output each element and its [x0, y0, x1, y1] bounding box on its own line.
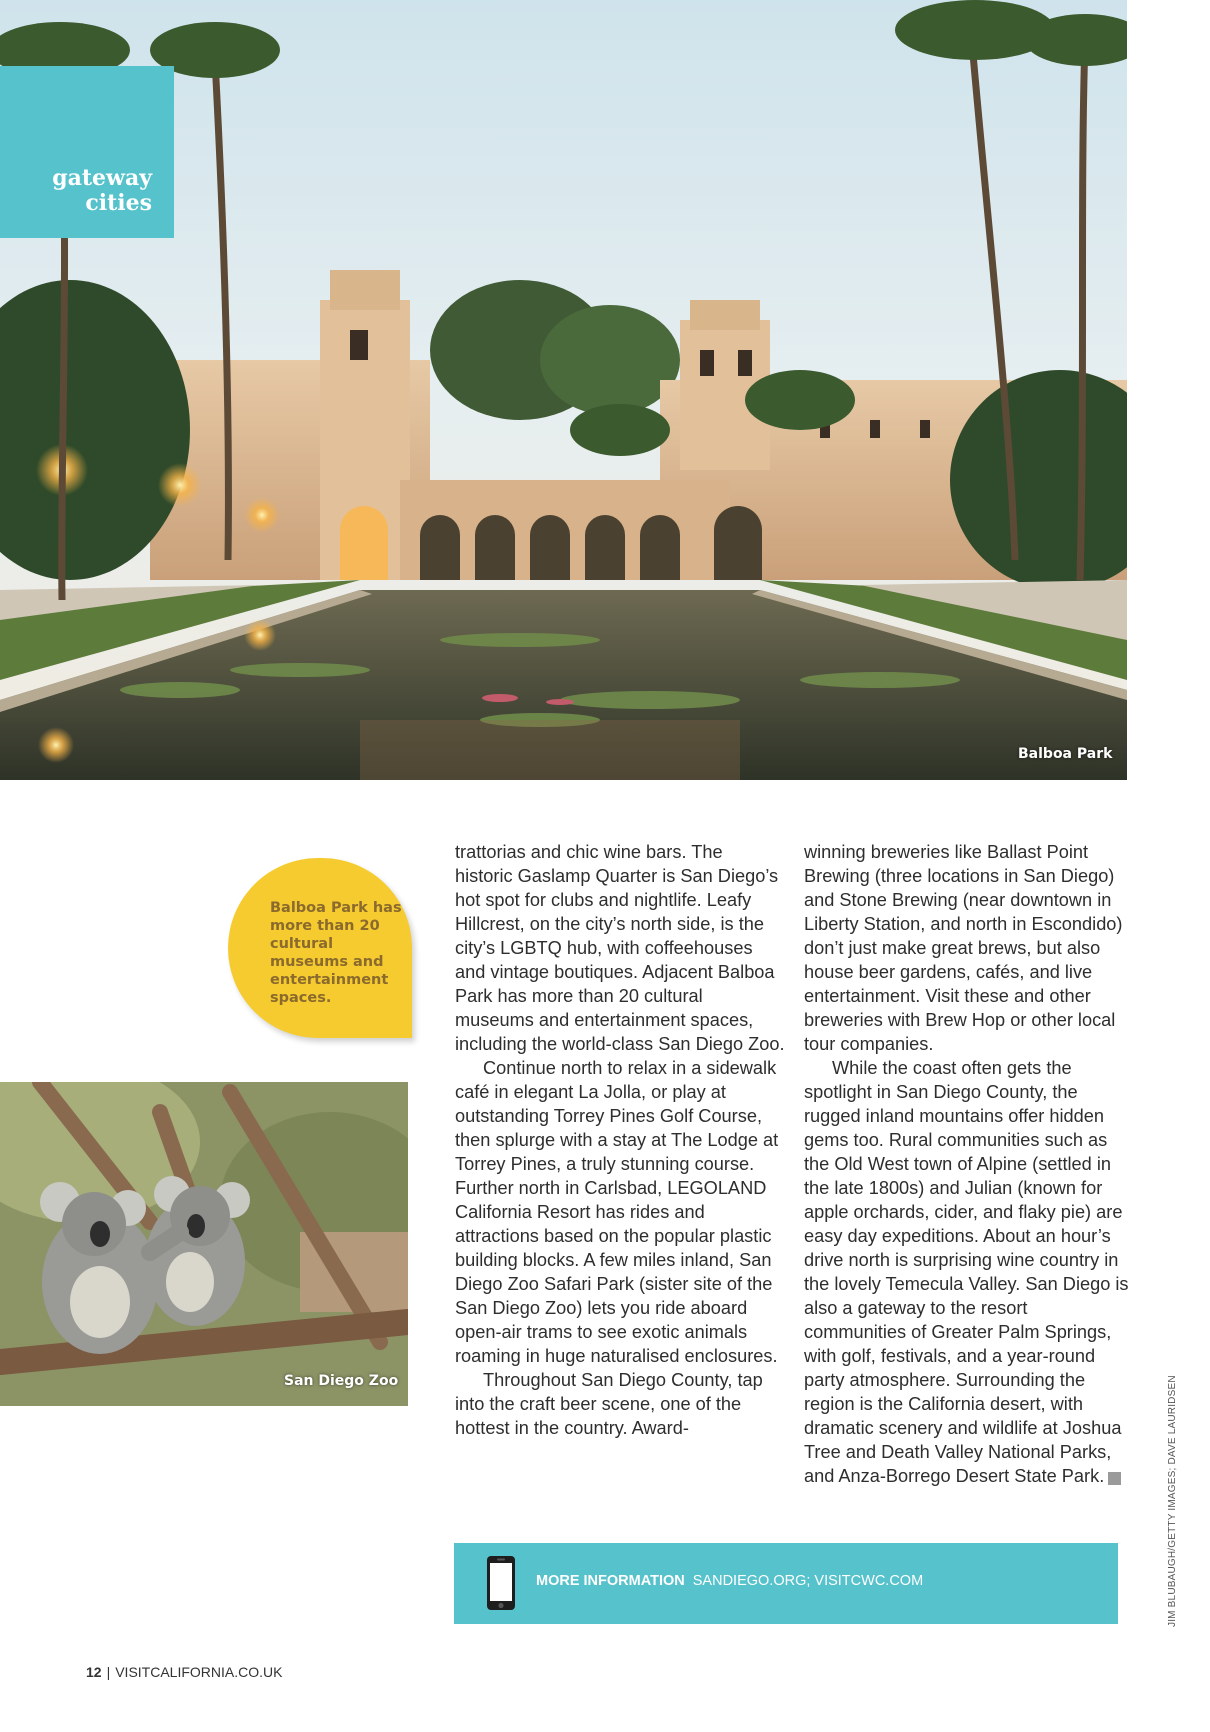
end-mark-icon: C: [1108, 1472, 1121, 1485]
pull-quote-text: Balboa Park has more than 20 cultural museums and entertainment spaces.: [270, 900, 402, 1006]
column-1-paragraph-3: Throughout San Diego County, tap into the craft beer scene, one of the hottest in the country. Award-: [455, 1370, 763, 1438]
column-2-paragraph-2: [804, 1056, 1144, 1488]
footer-site-link[interactable]: VISITCALIFORNIA.CO.UK: [115, 1664, 283, 1680]
article-column-1: [455, 840, 785, 1440]
koala-illustration: [0, 1082, 408, 1406]
footer-separator: |: [106, 1664, 111, 1680]
koala-caption: San Diego Zoo: [284, 1373, 399, 1389]
page-number: 12: [86, 1664, 102, 1680]
section-tag: [0, 66, 174, 238]
column-1-paragraph-1: trattorias and chic wine bars. The historic Gaslamp Quarter is San Diego’s hot spot for clubs and nightlife. Leafy Hillcrest, on the city’s north side, is the city’s LGBTQ hub, with coffeehouses and vintage boutiques. Adjacent Balboa Park has more than 20 cultural museums and entertainment spaces, including the world-class San Diego Zoo.: [455, 842, 785, 1054]
photo-credit: JIM BLUBAUGH/GETTY IMAGES; DAVE LAURIDSEN: [1167, 1375, 1178, 1627]
section-tag-line-2: cities: [85, 190, 152, 216]
more-information-bar: [454, 1543, 1118, 1624]
column-1-paragraph-2: Continue north to relax in a sidewalk café in elegant La Jolla, or play at outstanding Torrey Pines Golf Course, then splurge with a stay at The Lodge at Torrey Pines, a truly stunning course. Further north in Carlsbad, LEGOLAND California Resort has rides and attractions based on the popular plastic building blocks. A few miles inland, San Diego Zoo Safari Park (sister site of the San Diego Zoo) lets you ride aboard open-air trams to see exotic animals roaming in huge naturalised enclosures.: [455, 1058, 779, 1366]
hero-caption: Balboa Park: [1018, 746, 1113, 762]
more-information-text: [536, 1573, 923, 1589]
koala-photo: [0, 1082, 408, 1406]
section-tag-line-1: gateway: [52, 165, 152, 191]
article-column-2: [804, 840, 1144, 1488]
smartphone-icon: [486, 1555, 516, 1611]
more-information-label: MORE INFORMATION: [536, 1573, 685, 1589]
section-tag-text: [52, 166, 152, 216]
column-2-paragraph-1: winning breweries like Ballast Point Brewing (three locations in San Diego) and Stone Brewing (near downtown in Liberty Station, and north in Escondido) don’t just make great brews, but also house beer gardens, cafés, and live entertainment. Visit these and other breweries with Brew Hop or other local tour companies.: [804, 842, 1123, 1054]
column-2-paragraph-2-text: While the coast often gets the spotlight in San Diego County, the rugged inland mountains offer hidden gems too. Rural communities such as the Old West town of Alpine (settled in the late 1800s) and Julian (known for apple orchards, cider, and flaky pie) are easy day expeditions. About an hour’s drive north is surprising wine country in the lovely Temecula Valley. San Diego is also a gateway to the resort communities of Greater Palm Springs, with golf, festivals, and a year-round party atmosphere. Surrounding the region is the California desert, with dramatic scenery and wildlife at Joshua Tree and Death Valley National Parks, and Anza-Borrego Desert State Park.: [804, 1058, 1129, 1486]
more-information-links[interactable]: SANDIEGO.ORG; VISITCWC.COM: [692, 1573, 924, 1589]
page-footer: [86, 1664, 282, 1680]
